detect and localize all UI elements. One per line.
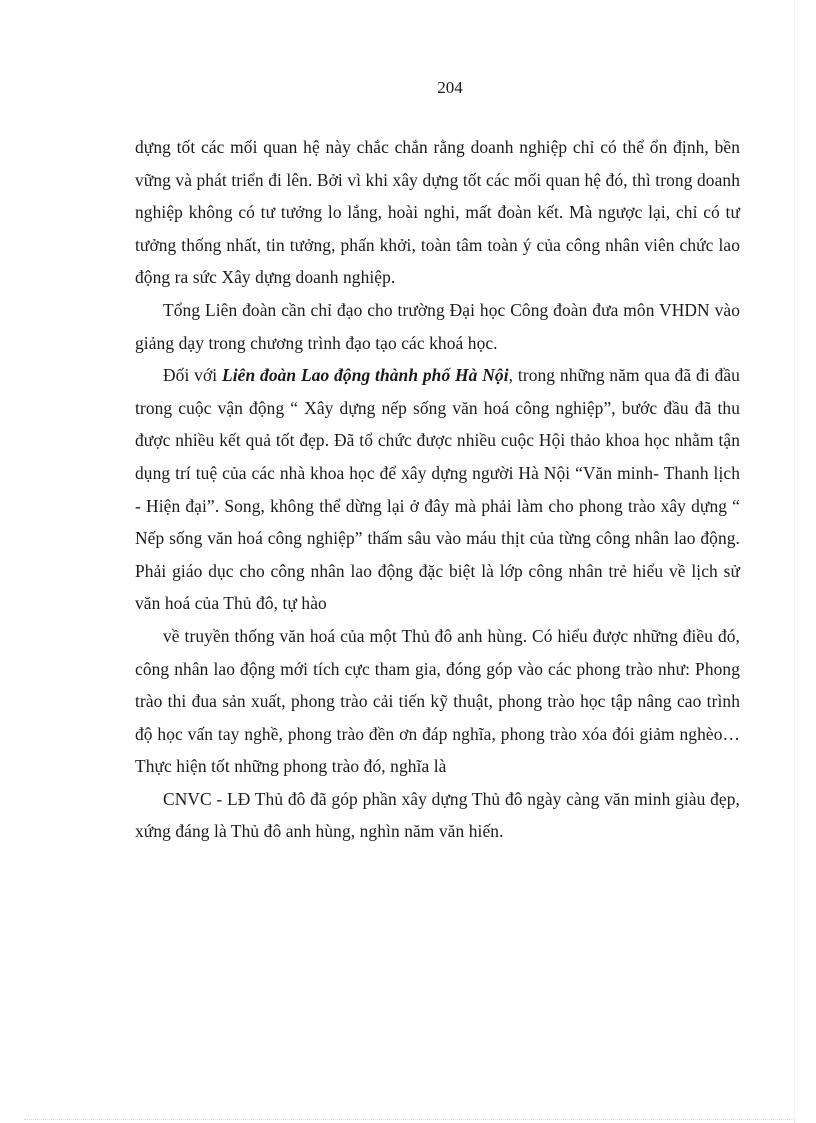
paragraph-4: về truyền thống văn hoá của một Thủ đô anh hùng. Có hiểu được những điều đó, công nhân lao động mới tích cực tham gia, đóng góp vào các phong trào như: Phong trào thi đua sản xuất, phong trào cải tiến kỹ thuật, phong trào học tập nâng cao trình độ học vấn tay nghề, phong trào đền ơn đáp nghĩa, phong trào xóa đói giảm nghèo… Thực hiện tốt những phong trào đó, nghĩa là [135,625,740,777]
bottom-page-border [24,1119,794,1120]
page-number: 204 [437,78,463,97]
organization-name-emphasis: Liên đoàn Lao động thành phố Hà Nội [222,365,509,386]
right-page-border [794,0,795,1123]
document-body [135,131,740,848]
paragraph-3 [135,359,740,620]
paragraph-3-intro: Đối với [163,365,222,386]
paragraph-2: Tổng Liên đoàn cần chỉ đạo cho trường Đại học Công đoàn đưa môn VHDN vào giảng dạy trong chương trình đạo tạo các khoá học. [135,299,740,353]
paragraph-1: dựng tốt các mối quan hệ này chắc chắn rằng doanh nghiệp chỉ có thể ổn định, bền vững và phát triển đi lên. Bởi vì khi xây dựng tốt các mối quan hệ đó, thì trong doanh nghiệp không có tư tưởng lo lắng, hoài nghi, mất đoàn kết. Mà ngược lại, chỉ có tư tưởng thống nhất, tin tưởng, phấn khởi, toàn tâm toàn ý của công nhân viên chức lao động ra sức Xây dựng doanh nghiệp. [135,137,740,288]
paragraph-3-body: , trong những năm qua đã đi đầu trong cuộc vận động “ Xây dựng nếp sống văn hoá công nghiệp”, bước đầu đã thu được nhiều kết quả tốt đẹp. Đã tổ chức được nhiều cuộc Hội thảo khoa học nhằm tận dụng trí tuệ của các nhà khoa học để xây dựng người Hà Nội “Văn minh- Thanh lịch - Hiện đại”. Song, không thể dừng lại ở đây mà phải làm cho phong trào xây dựng “ Nếp sống văn hoá công nghiệp” thấm sâu vào máu thịt của từng công nhân lao động. Phải giáo dục cho công nhân lao động đặc biệt là lớp công nhân trẻ hiểu về lịch sử văn hoá của Thủ đô, tự hào [135,365,740,614]
paragraph-5: CNVC - LĐ Thủ đô đã góp phần xây dựng Thủ đô ngày càng văn minh giàu đẹp, xứng đáng là Thủ đô anh hùng, nghìn năm văn hiến. [135,788,740,842]
